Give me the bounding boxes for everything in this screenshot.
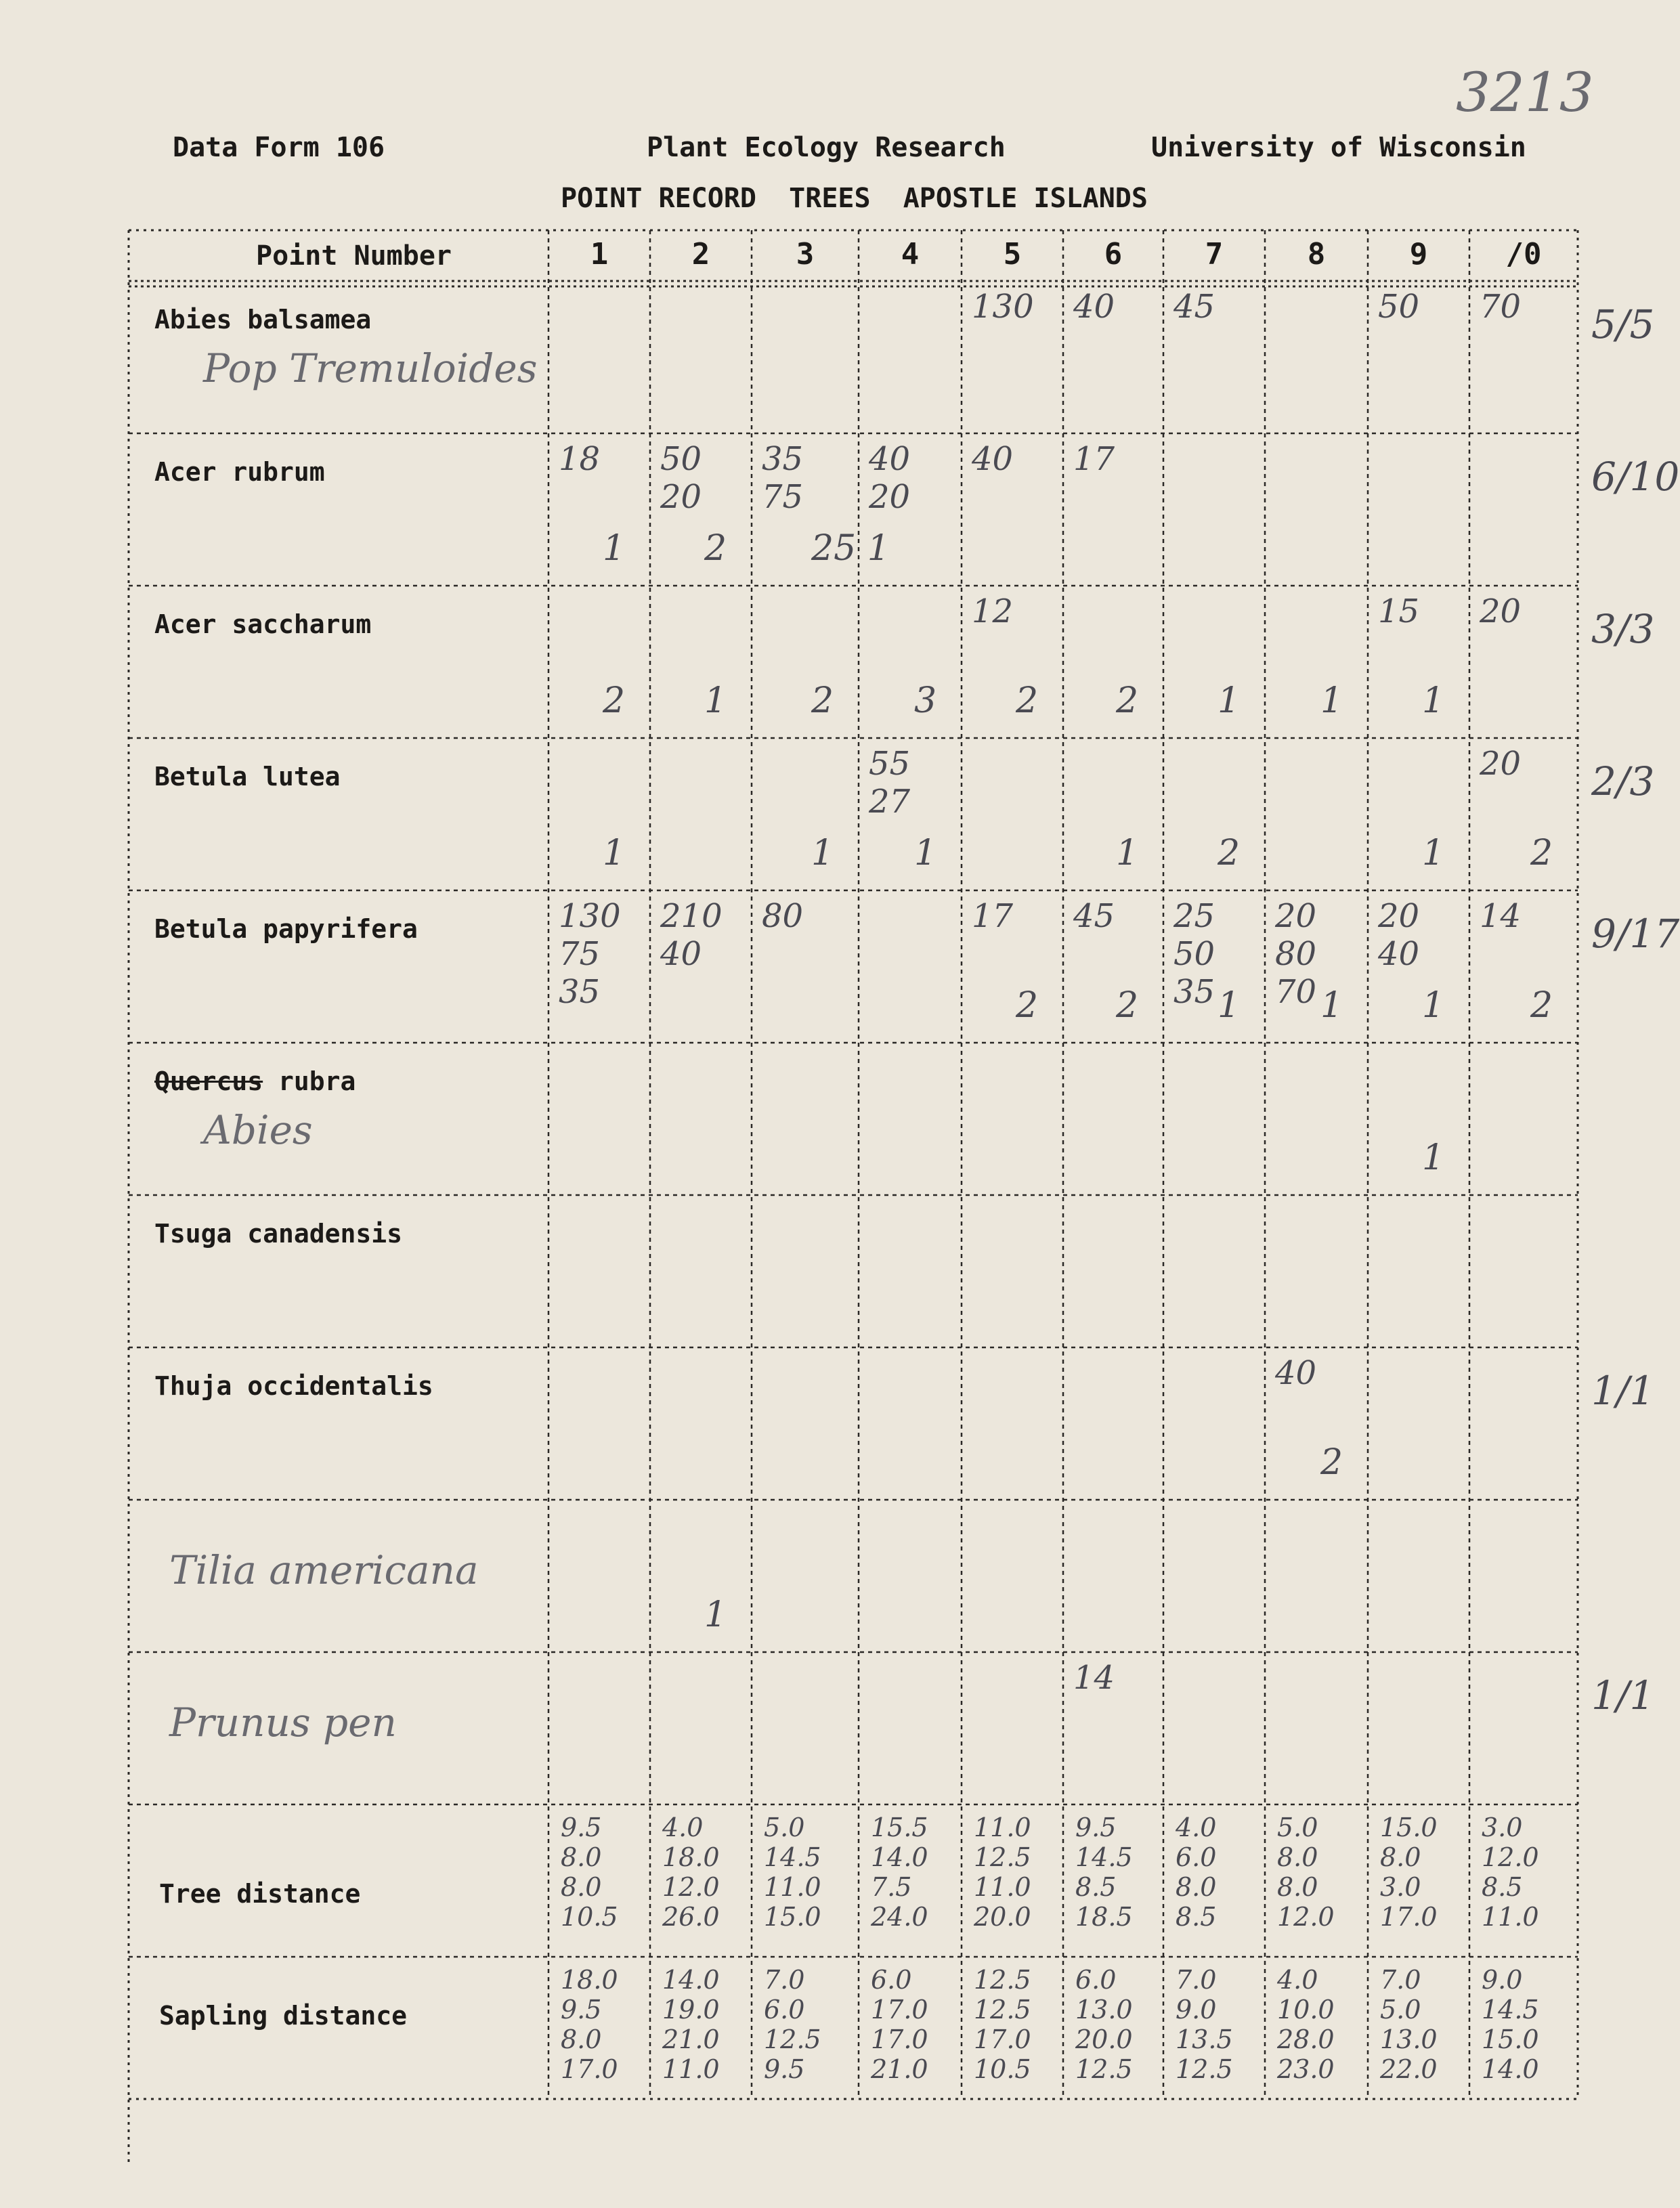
sapling-distance-cell xyxy=(1176,1965,1233,2084)
catalog-number: 3213 xyxy=(1456,61,1594,124)
tree-distance-cell-value: 8.5 xyxy=(1176,1902,1217,1932)
point-number: 9 xyxy=(1409,237,1428,272)
sapling-distance-cell-value: 6.0 xyxy=(1075,1965,1117,1995)
diameter-value: 80 xyxy=(762,897,804,935)
diameter-cell xyxy=(762,897,803,935)
sapling-distance-cell-value: 11.0 xyxy=(662,2054,720,2084)
tree-distance-cell-value: 8.0 xyxy=(1277,1842,1318,1872)
species-annotation: Abies xyxy=(203,1107,313,1153)
sapling-distance-cell-value: 9.0 xyxy=(1176,1995,1217,2025)
diameter-cell xyxy=(1173,288,1215,326)
sapling-distance-cell-value: 9.5 xyxy=(764,2054,805,2084)
diameter-value: 14 xyxy=(1480,897,1522,935)
point-number-label: Point Number xyxy=(256,240,452,272)
diameter-value: 20 xyxy=(869,478,911,516)
tree-distance-cell-value: 8.5 xyxy=(1482,1872,1523,1902)
diameter-value: 20 xyxy=(1480,745,1522,783)
sapling-distance-cell-value: 19.0 xyxy=(662,1995,720,2025)
sapling-distance-cell-value: 14.0 xyxy=(662,1965,720,1995)
sapling-count: 1 xyxy=(1320,985,1343,1026)
species-tally: 1/1 xyxy=(1591,1368,1655,1414)
diameter-value: 75 xyxy=(762,478,804,516)
tree-distance-cell-value: 3.0 xyxy=(1482,1813,1523,1842)
tree-distance-cell-value: 14.5 xyxy=(1075,1842,1133,1872)
diameter-value: 27 xyxy=(869,783,911,821)
diameter-value: 45 xyxy=(1073,897,1115,935)
tree-distance-cell-value: 26.0 xyxy=(662,1902,720,1932)
sapling-distance-cell-value: 17.0 xyxy=(871,1995,928,2025)
diameter-value: 17 xyxy=(972,897,1014,935)
diameter-cell xyxy=(972,592,1013,630)
sapling-distance-cell-value: 28.0 xyxy=(1277,2025,1335,2054)
tree-distance-cell-value: 7.5 xyxy=(871,1872,912,1902)
tree-distance-cell-value: 10.5 xyxy=(561,1902,618,1932)
sapling-distance-cell-value: 12.5 xyxy=(764,2025,821,2054)
sapling-count: 2 xyxy=(1116,985,1139,1026)
tree-distance-cell xyxy=(1482,1813,1539,1932)
tree-distance-cell-value: 8.0 xyxy=(1176,1872,1217,1902)
species-name xyxy=(154,1066,356,1096)
sapling-distance-cell-value: 22.0 xyxy=(1380,2054,1438,2084)
tree-distance-cell xyxy=(974,1813,1031,1932)
species-annotation: Pop Tremuloides xyxy=(203,345,538,391)
species-annotation: Tilia americana xyxy=(169,1547,479,1593)
tree-distance-cell-value: 15.0 xyxy=(764,1902,821,1932)
sapling-count: 1 xyxy=(1422,680,1445,721)
sapling-count: 2 xyxy=(1530,833,1553,873)
diameter-cell xyxy=(972,897,1013,935)
sapling-count: 1 xyxy=(914,833,937,873)
diameter-cell xyxy=(660,897,723,973)
diameter-cell xyxy=(1480,745,1521,783)
sapling-distance-cell xyxy=(662,1965,720,2084)
tree-distance-cell-value: 14.5 xyxy=(764,1842,821,1872)
species-tally: 5/5 xyxy=(1591,301,1655,347)
tree-distance-cell-value: 17.0 xyxy=(1380,1902,1438,1932)
sapling-count: 2 xyxy=(1016,680,1039,721)
tree-distance-cell-value: 5.0 xyxy=(1277,1813,1318,1842)
sapling-distance-cell-value: 21.0 xyxy=(662,2025,720,2054)
sapling-count: 2 xyxy=(1116,680,1139,721)
tree-distance-cell xyxy=(1277,1813,1335,1932)
species-annotation: Prunus pen xyxy=(169,1700,397,1746)
tree-distance-cell-value: 4.0 xyxy=(1176,1813,1217,1842)
diameter-value: 35 xyxy=(559,973,601,1011)
sapling-count: 1 xyxy=(1422,833,1445,873)
species-tally: 9/17 xyxy=(1591,911,1680,957)
diameter-value: 20 xyxy=(1275,897,1317,935)
diameter-value: 20 xyxy=(1480,592,1522,630)
sapling-count: 1 xyxy=(1320,680,1343,721)
tree-distance-cell-value: 15.0 xyxy=(1380,1813,1438,1842)
sapling-count: 1 xyxy=(1116,833,1139,873)
diameter-cell xyxy=(1275,1354,1316,1392)
tree-distance-cell xyxy=(1075,1813,1133,1932)
tree-distance-cell-value: 4.0 xyxy=(662,1813,704,1842)
diameter-value: 40 xyxy=(660,935,702,973)
sapling-distance-cell-value: 10.5 xyxy=(974,2054,1031,2084)
tree-distance-cell-value: 8.5 xyxy=(1075,1872,1117,1902)
species-name: Betula papyrifera xyxy=(154,914,418,944)
sapling-count: 1 xyxy=(1422,985,1445,1026)
sapling-count: 2 xyxy=(1218,833,1241,873)
diameter-value: 25 xyxy=(1173,897,1215,935)
diameter-value: 55 xyxy=(869,745,911,783)
diameter-cell xyxy=(559,440,600,478)
sapling-count: 1 xyxy=(1218,680,1241,721)
tree-distance-cell xyxy=(871,1813,928,1932)
sapling-count: 1 xyxy=(1218,985,1241,1026)
sapling-distance-cell-value: 7.0 xyxy=(1380,1965,1421,1995)
diameter-value: 12 xyxy=(972,592,1014,630)
species-name: Tsuga canadensis xyxy=(154,1219,403,1249)
sapling-count: 3 xyxy=(914,680,937,721)
diameter-value: 130 xyxy=(972,288,1034,326)
sapling-count: 2 xyxy=(811,680,834,721)
tree-distance-cell-value: 12.5 xyxy=(974,1842,1031,1872)
diameter-cell xyxy=(1275,897,1316,1011)
diameter-cell xyxy=(1378,592,1419,630)
diameter-value: 75 xyxy=(559,935,601,973)
program-name: Plant Ecology Research xyxy=(647,132,1006,163)
sapling-distance-cell-value: 13.5 xyxy=(1176,2025,1233,2054)
diameter-value: 35 xyxy=(1173,973,1215,1011)
sapling-distance-cell xyxy=(1380,1965,1438,2084)
point-number: 2 xyxy=(691,237,710,272)
tree-distance-cell-value: 9.5 xyxy=(561,1813,602,1842)
sapling-distance-cell-value: 17.0 xyxy=(871,2025,928,2054)
tree-distance-cell-value: 12.0 xyxy=(1277,1902,1335,1932)
diameter-value: 210 xyxy=(660,897,723,935)
diameter-value: 14 xyxy=(1073,1659,1115,1697)
sapling-count: 1 xyxy=(1422,1138,1445,1178)
sapling-distance-cell xyxy=(974,1965,1031,2084)
sapling-distance-cell-value: 17.0 xyxy=(974,2025,1031,2054)
tree-distance-cell xyxy=(1176,1813,1216,1932)
sapling-distance-cell-value: 8.0 xyxy=(561,2025,602,2054)
sapling-distance-cell-value: 14.5 xyxy=(1482,1995,1539,2025)
diameter-value: 40 xyxy=(1275,1354,1317,1392)
point-number: 3 xyxy=(796,237,815,272)
sapling-distance-cell-value: 13.0 xyxy=(1380,2025,1438,2054)
point-number: /0 xyxy=(1505,237,1542,272)
diameter-value: 40 xyxy=(1378,935,1420,973)
diameter-cell xyxy=(1378,897,1419,973)
diameter-value: 40 xyxy=(869,440,911,478)
tree-distance-cell-value: 3.0 xyxy=(1380,1872,1421,1902)
tree-distance-cell-value: 11.0 xyxy=(764,1872,821,1902)
sapling-count: 2 xyxy=(1320,1442,1343,1483)
species-name: Thuja occidentalis xyxy=(154,1371,433,1401)
diameter-cell xyxy=(1173,897,1215,1011)
diameter-cell xyxy=(1073,440,1115,478)
tree-distance-cell-value: 20.0 xyxy=(974,1902,1031,1932)
diameter-value: 50 xyxy=(1173,935,1215,973)
sapling-distance-cell-value: 9.0 xyxy=(1482,1965,1523,1995)
sapling-count: 1 xyxy=(603,528,626,569)
species-tally: 2/3 xyxy=(1591,758,1655,804)
tree-distance-cell-value: 11.0 xyxy=(974,1872,1031,1902)
sapling-distance-label: Sapling distance xyxy=(159,2001,408,2031)
species-name-rest: rubra xyxy=(263,1066,356,1096)
diameter-cell xyxy=(559,897,621,1011)
sapling-distance-cell-value: 20.0 xyxy=(1075,2025,1133,2054)
sapling-distance-cell-value: 12.5 xyxy=(974,1995,1031,2025)
tree-distance-cell-value: 18.5 xyxy=(1075,1902,1133,1932)
diameter-cell xyxy=(869,440,910,516)
sapling-distance-cell-value: 5.0 xyxy=(1380,1995,1421,2025)
species-tally: 3/3 xyxy=(1591,606,1655,652)
sapling-count: 1 xyxy=(704,1595,727,1635)
sapling-distance-cell-value: 13.0 xyxy=(1075,1995,1133,2025)
form-number: Data Form 106 xyxy=(173,132,385,163)
sapling-distance-cell xyxy=(764,1965,821,2084)
sapling-distance-cell-value: 12.5 xyxy=(1075,2054,1133,2084)
sapling-distance-cell-value: 21.0 xyxy=(871,2054,928,2084)
sapling-count: 1 xyxy=(603,833,626,873)
diameter-value: 40 xyxy=(1073,288,1115,326)
sapling-count: 1 xyxy=(704,680,727,721)
diameter-cell xyxy=(660,440,702,516)
point-number: 4 xyxy=(901,237,920,272)
diameter-cell xyxy=(1073,897,1115,935)
diameter-cell xyxy=(869,745,910,821)
diameter-cell xyxy=(972,440,1013,478)
tree-distance-cell xyxy=(662,1813,720,1932)
species-name: Betula lutea xyxy=(154,762,341,792)
tree-distance-cell-value: 8.0 xyxy=(561,1842,602,1872)
form-title: POINT RECORD TREES APOSTLE ISLANDS xyxy=(561,183,1148,214)
diameter-cell xyxy=(1480,897,1521,935)
tree-distance-cell-value: 11.0 xyxy=(1482,1902,1539,1932)
diameter-value: 70 xyxy=(1480,288,1522,326)
diameter-cell xyxy=(1480,288,1521,326)
sapling-distance-cell-value: 14.0 xyxy=(1482,2054,1539,2084)
sapling-distance-cell-value: 23.0 xyxy=(1277,2054,1335,2084)
diameter-cell xyxy=(1378,288,1419,326)
sapling-distance-cell-value: 15.0 xyxy=(1482,2025,1539,2054)
tree-distance-cell-value: 6.0 xyxy=(1176,1842,1217,1872)
point-number: 8 xyxy=(1307,237,1326,272)
tree-distance-cell-value: 8.0 xyxy=(1277,1872,1318,1902)
diameter-value: 70 xyxy=(1275,973,1317,1011)
species-tally: 1/1 xyxy=(1591,1672,1655,1718)
tree-distance-cell-value: 11.0 xyxy=(974,1813,1031,1842)
sapling-distance-cell-value: 7.0 xyxy=(1176,1965,1217,1995)
diameter-cell xyxy=(972,288,1034,326)
sapling-distance-cell-value: 9.5 xyxy=(561,1995,602,2025)
sapling-distance-cell xyxy=(1482,1965,1539,2084)
tree-distance-cell-value: 18.0 xyxy=(662,1842,720,1872)
tree-distance-cell-value: 8.0 xyxy=(1380,1842,1421,1872)
diameter-value: 20 xyxy=(1378,897,1420,935)
tree-distance-cell-value: 15.5 xyxy=(871,1813,928,1842)
diameter-value: 18 xyxy=(559,440,601,478)
diameter-value: 80 xyxy=(1275,935,1317,973)
diameter-cell xyxy=(1480,592,1521,630)
diameter-value: 45 xyxy=(1173,288,1215,326)
tree-distance-cell xyxy=(1380,1813,1438,1932)
diameter-value: 17 xyxy=(1073,440,1115,478)
sapling-distance-cell xyxy=(1075,1965,1133,2084)
species-name-struck: Quercus xyxy=(154,1066,263,1096)
point-number: 5 xyxy=(1003,237,1022,272)
sapling-count: 2 xyxy=(1530,985,1553,1026)
species-name: Acer saccharum xyxy=(154,609,372,639)
tree-distance-cell-value: 9.5 xyxy=(1075,1813,1117,1842)
species-name: Acer rubrum xyxy=(154,457,325,487)
diameter-value: 130 xyxy=(559,897,621,935)
sapling-distance-cell-value: 7.0 xyxy=(764,1965,805,1995)
point-number: 7 xyxy=(1205,237,1224,272)
tree-distance-cell-value: 5.0 xyxy=(764,1813,805,1842)
sapling-distance-cell xyxy=(871,1965,928,2084)
sapling-distance-cell-value: 6.0 xyxy=(764,1995,805,2025)
tree-distance-cell-value: 14.0 xyxy=(871,1842,928,1872)
tree-distance-label: Tree distance xyxy=(159,1879,361,1909)
sapling-count: 2 xyxy=(1016,985,1039,1026)
diameter-value: 50 xyxy=(660,440,702,478)
institution-name: University of Wisconsin xyxy=(1151,132,1526,163)
sapling-count: 25 1 xyxy=(811,528,890,569)
diameter-value: 20 xyxy=(660,478,702,516)
sapling-distance-cell-value: 17.0 xyxy=(561,2054,618,2084)
tree-distance-cell-value: 8.0 xyxy=(561,1872,602,1902)
sapling-distance-cell-value: 10.0 xyxy=(1277,1995,1335,2025)
sapling-distance-cell-value: 12.5 xyxy=(1176,2054,1233,2084)
diameter-value: 15 xyxy=(1378,592,1420,630)
species-tally: 6/10 xyxy=(1591,454,1680,500)
sapling-distance-cell xyxy=(561,1965,618,2084)
diameter-value: 40 xyxy=(972,440,1014,478)
diameter-cell xyxy=(1073,1659,1115,1697)
sapling-count: 1 xyxy=(811,833,834,873)
tree-distance-cell-value: 12.0 xyxy=(662,1872,720,1902)
sapling-count: 2 xyxy=(704,528,727,569)
tree-distance-cell-value: 12.0 xyxy=(1482,1842,1539,1872)
sapling-distance-cell xyxy=(1277,1965,1335,2084)
tree-distance-cell xyxy=(561,1813,618,1932)
sapling-distance-cell-value: 18.0 xyxy=(561,1965,618,1995)
sapling-distance-cell-value: 4.0 xyxy=(1277,1965,1318,1995)
diameter-cell xyxy=(1073,288,1115,326)
sapling-distance-cell-value: 12.5 xyxy=(974,1965,1031,1995)
tree-distance-cell xyxy=(764,1813,821,1932)
sapling-count: 2 xyxy=(603,680,626,721)
tree-distance-cell-value: 24.0 xyxy=(871,1902,928,1932)
point-number: 1 xyxy=(590,237,609,272)
diameter-value: 50 xyxy=(1378,288,1420,326)
diameter-cell xyxy=(762,440,803,516)
point-number: 6 xyxy=(1104,237,1123,272)
diameter-value: 35 xyxy=(762,440,804,478)
species-name: Abies balsamea xyxy=(154,305,372,334)
sapling-distance-cell-value: 6.0 xyxy=(871,1965,912,1995)
